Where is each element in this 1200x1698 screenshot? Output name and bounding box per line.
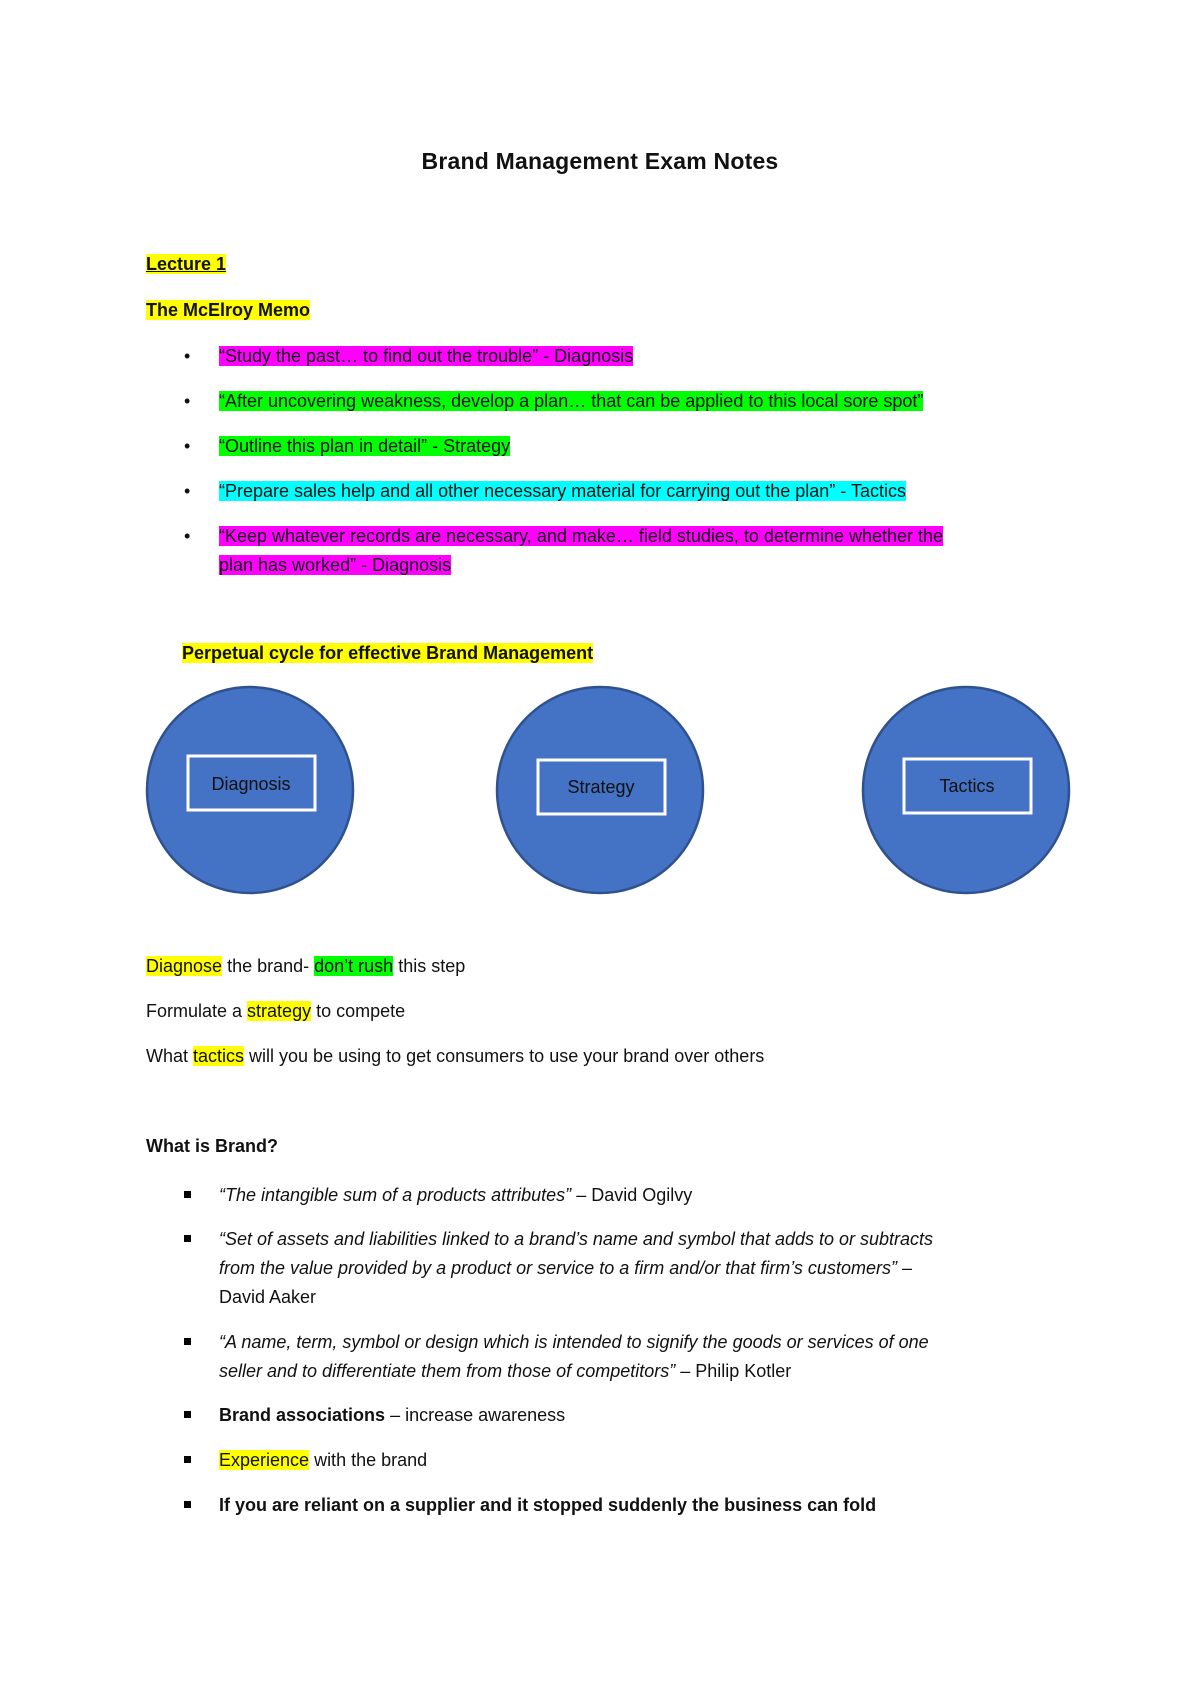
step-diagnose: Diagnose the brand- don’t rush this step — [146, 956, 466, 976]
stage-label: Strategy — [567, 777, 635, 797]
bullet-dot-icon: • — [184, 481, 191, 501]
cycle-diagram — [0, 680, 1200, 910]
bullet-dot-icon: • — [184, 346, 191, 366]
cycle-heading: Perpetual cycle for effective Brand Management — [182, 643, 594, 663]
bullet-dot-icon: • — [184, 526, 191, 546]
step-strategy: Formulate a strategy to compete — [146, 1001, 406, 1021]
brand-heading: What is Brand? — [146, 1136, 279, 1156]
square-bullet-icon — [184, 1411, 191, 1418]
square-bullet-icon — [184, 1338, 191, 1345]
cycle-stage-tactics — [863, 687, 1069, 893]
document-page: Brand Management Exam Notes Lecture 1 The McElroy Memo • “Study the past… to find out the trouble” - Diagnosis • “After uncovering weakness, develop a plan… that can be applied to this local sore spot” • “Outline this plan in detail” - Strategy • “Prepare sales help and all other necessary material for carrying out the plan” - Tactics • “Keep whatever records are necessary, and make… field studies, to determine whether the plan has worked” - Diagnosis Perpetual cycle for effective Brand Management Diagnosis Strategy Tactics Diagnose the brand- don’t rush this step Formulate a strategy to compete What tactics will you be using to get consumers to use your brand over others What is Brand? “The intangible sum of a products attributes” – David Ogilvy “Set of assets and liabilities linked to a brand’s name and symbol that adds to or subtracts from the value provided by a product or service to a firm and/or that firm’s customers” – David Aaker “A name, term, symbol or design which is intended to signify the goods or services of one seller and to differentiate them from those of competitors” – Philip Kotler Brand associations – increase awareness Experience with the brand If you are reliant on a supplier and it stopped suddenly the business can fold — [0, 0, 1200, 1698]
memo-heading: The McElroy Memo — [146, 300, 311, 320]
square-bullet-icon — [184, 1235, 191, 1242]
square-bullet-icon — [184, 1501, 191, 1508]
square-bullet-icon — [184, 1191, 191, 1198]
page-title: Brand Management Exam Notes — [421, 148, 779, 174]
bullet-dot-icon: • — [184, 391, 191, 411]
stage-label: Tactics — [939, 776, 995, 796]
stage-label: Diagnosis — [211, 774, 291, 794]
cycle-stage-strategy — [497, 687, 703, 893]
step-tactics: What tactics will you be using to get consumers to use your brand over others — [146, 1046, 765, 1066]
cycle-stage-diagnosis — [147, 687, 353, 893]
bullet-dot-icon: • — [184, 436, 191, 456]
square-bullet-icon — [184, 1456, 191, 1463]
lecture-heading: Lecture 1 — [146, 254, 227, 274]
